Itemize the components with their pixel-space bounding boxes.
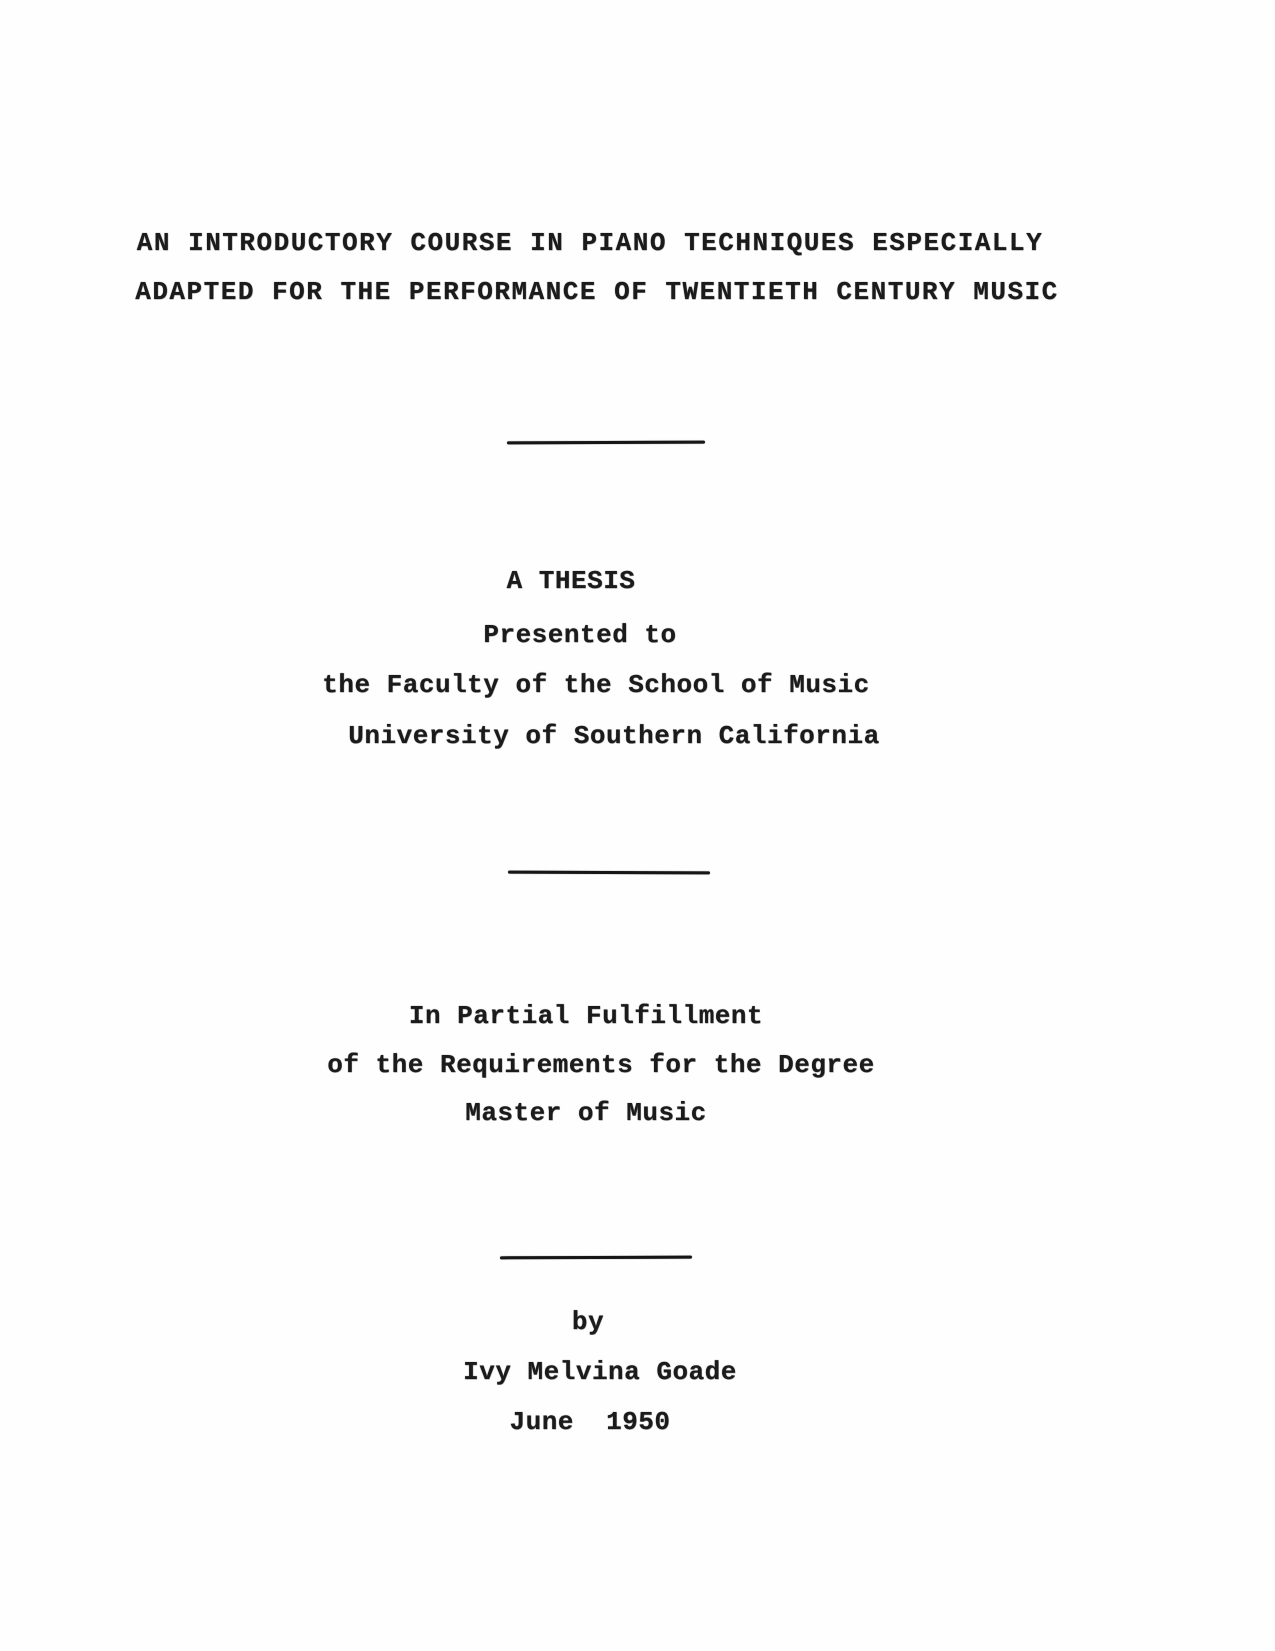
author-name: Ivy Melvina Goade [463,1357,737,1387]
fulfillment-line-2: of the Requirements for the Degree [327,1050,875,1080]
degree-line: Master of Music [465,1098,707,1128]
page-title-line-2: ADAPTED FOR THE PERFORMANCE OF TWENTIETH CENTURY MUSIC [135,277,1059,307]
page-title-line-1: AN INTRODUCTORY COURSE IN PIANO TECHNIQUES ESPECIALLY [136,228,1044,258]
fulfillment-line-1: In Partial Fulfillment [408,1001,764,1031]
horizontal-rule-3 [500,1256,692,1260]
thesis-date: June 1950 [509,1407,671,1437]
horizontal-rule-2 [508,871,710,875]
thesis-label: A THESIS [506,566,636,596]
faculty-line: the Faculty of the School of Music [322,670,870,700]
presented-to-line: Presented to [483,620,677,650]
university-line: University of Southern California [348,721,880,751]
horizontal-rule-1 [507,441,705,445]
byline: by [571,1307,605,1337]
